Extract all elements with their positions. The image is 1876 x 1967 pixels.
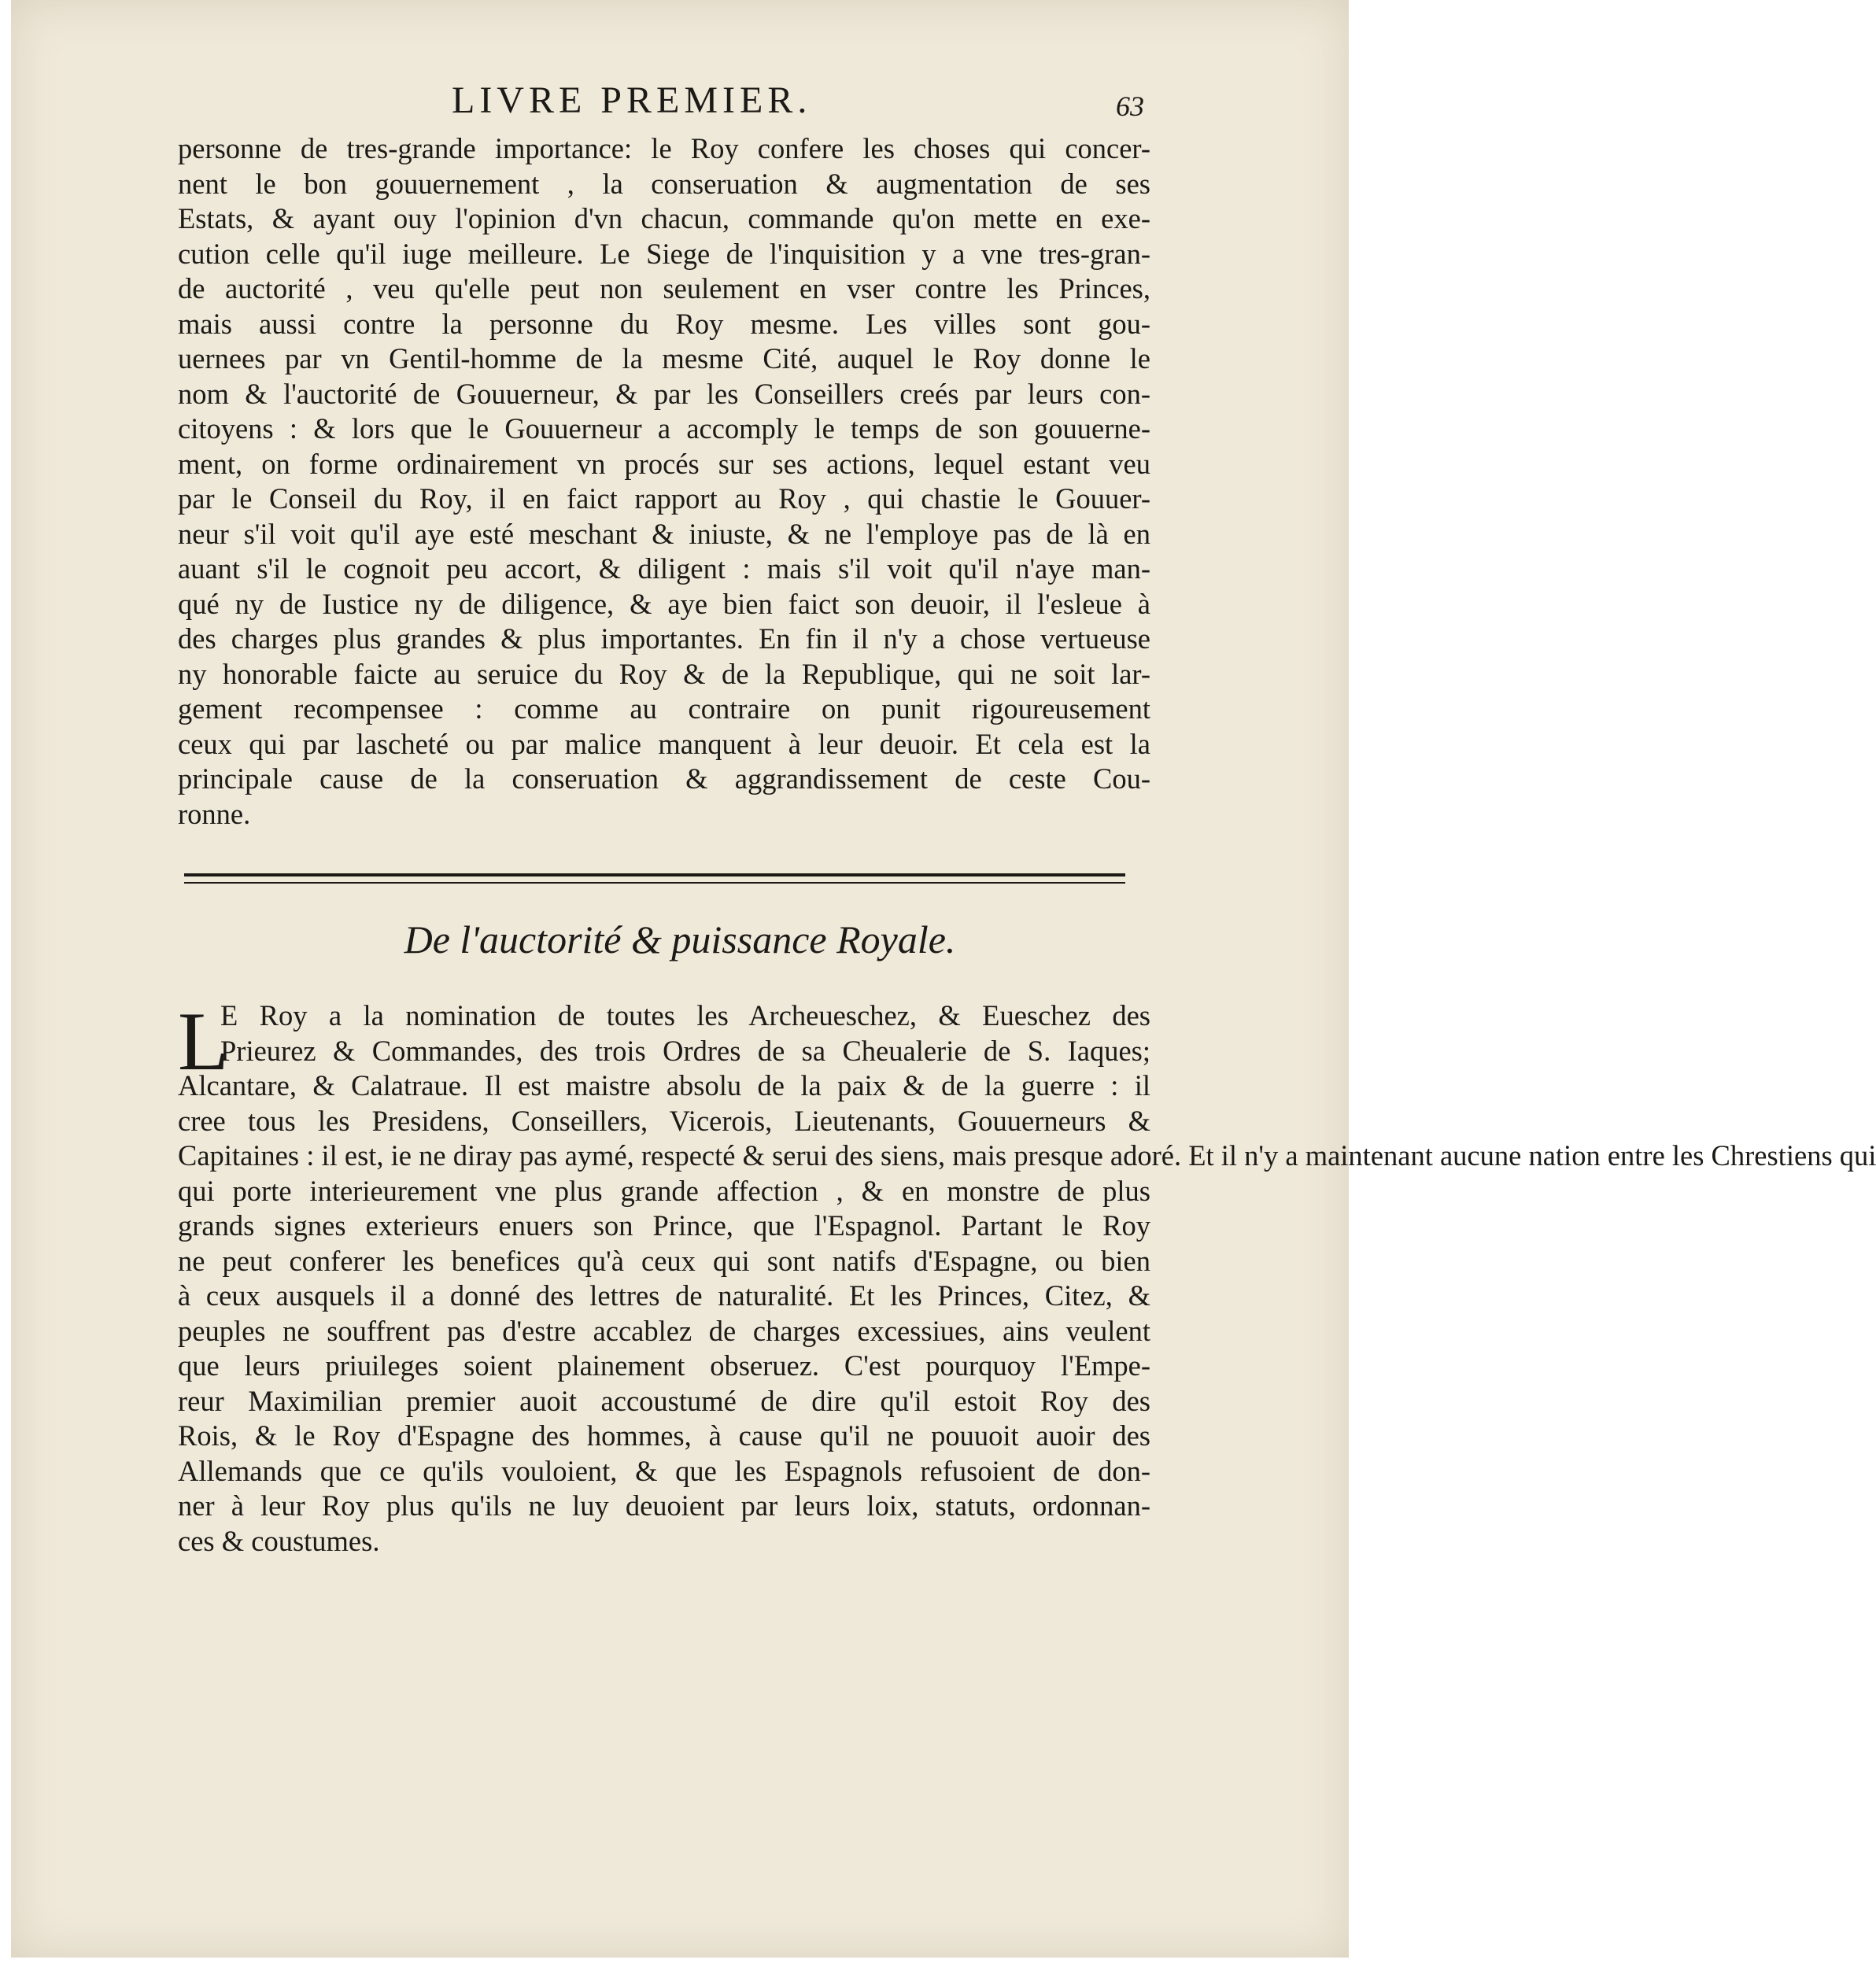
page-number: 63	[1116, 90, 1144, 122]
text-line: ny honorable faicte au seruice du Roy & de la Republique, qui ne soit lar-	[178, 657, 1150, 690]
text-line: auant s'il le cognoit peu accort, & diligent : mais s'il voit qu'il n'aye man-	[178, 552, 1150, 585]
paragraph-royal-authority	[178, 995, 1876, 1559]
text-line: par le Conseil du Roy, il en faict rapport au Roy , qui chastie le Gouuer-	[178, 482, 1150, 515]
text-line: Capitaines : il est, ie ne diray pas aymé, respecté & serui des siens, mais presque adoré. Et il n'y a maintenant aucune nation entre les Chrestiens qui	[178, 1139, 1876, 1172]
text-line: nent le bon gouuernement , la conseruation & augmentation de ses	[178, 167, 1150, 200]
text-line: cution celle qu'il iuge meilleure. Le Siege de l'inquisition y a vne tres-gran-	[178, 237, 1150, 270]
text-line: des charges plus grandes & plus importantes. En fin il n'y a chose vertueuse	[178, 622, 1150, 655]
text-line: Estats, & ayant ouy l'opinion d'vn chacun, commande qu'on mette en exe-	[178, 202, 1150, 234]
section-divider-thick	[184, 873, 1125, 876]
text-line: ronne.	[178, 797, 251, 830]
text-line: de auctorité , veu qu'elle peut non seulement en vser contre les Princes,	[178, 272, 1150, 304]
text-line: grands signes exterieurs enuers son Prince, que l'Espagnol. Partant le Roy	[178, 1209, 1150, 1242]
text-line: E Roy a la nomination de toutes les Archeueschez, & Eueschez des	[220, 999, 1150, 1031]
book-page	[11, 0, 1876, 1958]
text-line: Rois, & le Roy d'Espagne des hommes, à cause qu'il ne pouuoit auoir des	[178, 1419, 1150, 1452]
text-line: gement recompensee : comme au contraire on punit rigoureusement	[178, 692, 1150, 725]
text-line: uernees par vn Gentil-homme de la mesme Cité, auquel le Roy donne le	[178, 342, 1150, 375]
text-line: Allemands que ce qu'ils vouloient, & que les Espagnols refusoient de don-	[178, 1454, 1150, 1487]
text-line: que leurs priuileges soient plainement obseruez. C'est pourquoy l'Empe-	[178, 1349, 1150, 1382]
section-divider-thin	[184, 882, 1125, 884]
paragraph-continued	[178, 131, 1150, 832]
text-line: qué ny de Iustice ny de diligence, & aye bien faict son deuoir, il l'esleue à	[178, 587, 1150, 620]
text-line: nom & l'auctorité de Gouuerneur, & par les Conseillers creés par leurs con-	[178, 377, 1150, 410]
text-line: personne de tres-grande importance: le Roy confere les choses qui concer-	[178, 132, 1150, 164]
text-line: principale cause de la conseruation & aggrandissement de ceste Cou-	[178, 762, 1150, 795]
text-line: ces & coustumes.	[178, 1524, 380, 1557]
text-line: neur s'il voit qu'il aye esté meschant & iniuste, & ne l'employe pas de là en	[178, 517, 1150, 550]
text-line: qui porte interieurement vne plus grande affection , & en monstre de plus	[178, 1174, 1150, 1207]
text-line: Alcantare, & Calatraue. Il est maistre absolu de la paix & de la guerre : il	[178, 1069, 1150, 1102]
section-heading: De l'auctorité & puissance Royale.	[404, 917, 956, 961]
text-line: citoyens : & lors que le Gouuerneur a accomply le temps de son gouuerne-	[178, 412, 1150, 445]
text-line: ner à leur Roy plus qu'ils ne luy deuoient par leurs loix, statuts, ordonnan-	[178, 1489, 1150, 1522]
text-line: mais aussi contre la personne du Roy mesme. Les villes sont gou-	[178, 307, 1150, 340]
text-line: peuples ne souffrent pas d'estre accablez de charges excessiues, ains veulent	[178, 1314, 1150, 1347]
text-line: ne peut conferer les benefices qu'à ceux qui sont natifs d'Espagne, ou bien	[178, 1244, 1150, 1277]
text-line: cree tous les Presidens, Conseillers, Vicerois, Lieutenants, Gouuerneurs &	[178, 1104, 1150, 1137]
drop-cap: L	[178, 995, 229, 1087]
running-title: LIVRE PREMIER.	[452, 79, 812, 121]
text-line: à ceux ausquels il a donné des lettres de naturalité. Et les Princes, Citez, &	[178, 1279, 1150, 1312]
page-header	[11, 79, 1349, 126]
text-line: Prieurez & Commandes, des trois Ordres de sa Cheualerie de S. Iaques;	[220, 1034, 1150, 1067]
text-line: ceux qui par lascheté ou par malice manquent à leur deuoir. Et cela est la	[178, 727, 1150, 760]
text-line: ment, on forme ordinairement vn procés sur ses actions, lequel estant veu	[178, 447, 1150, 480]
text-line: reur Maximilian premier auoit accoustumé de dire qu'il estoit Roy des	[178, 1384, 1150, 1417]
